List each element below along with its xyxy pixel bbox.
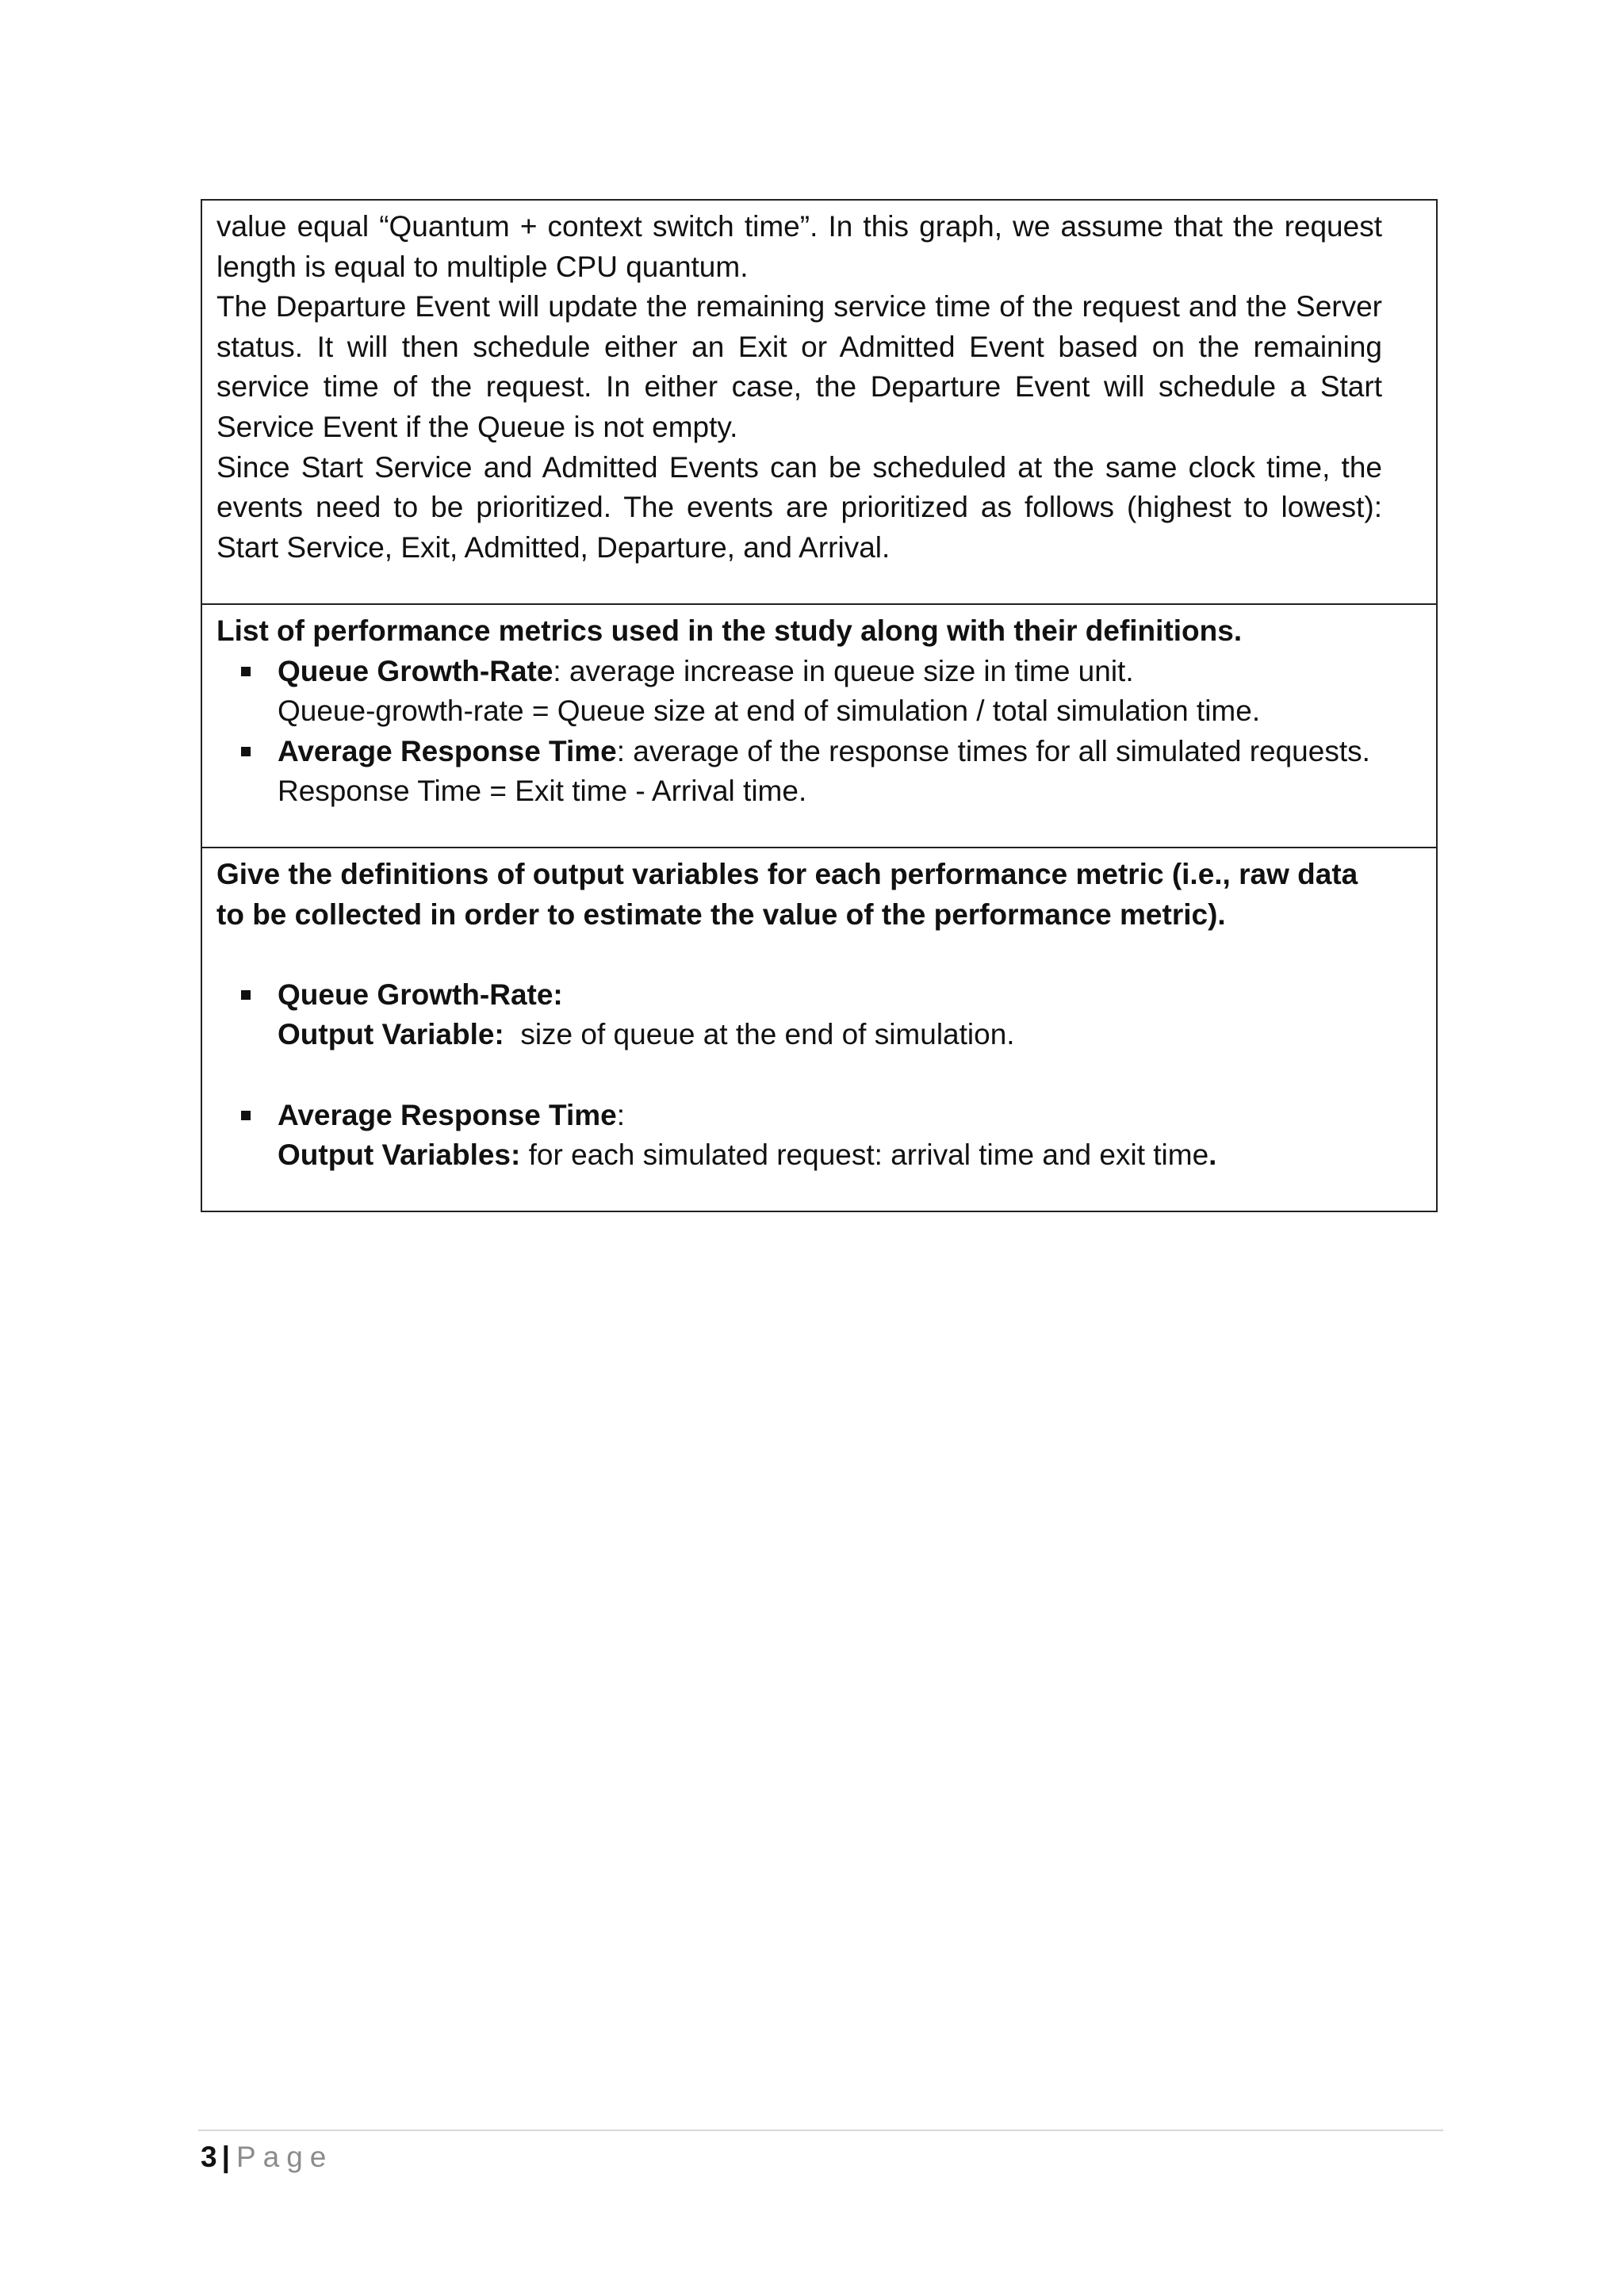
square-bullet-icon: [241, 1111, 251, 1120]
metric-description: : average increase in queue size in time unit.: [553, 654, 1134, 687]
metric-description: : average of the response times for all simulated requests.: [616, 734, 1370, 767]
output-variable-text: size of queue at the end of simulation.: [504, 1018, 1015, 1051]
paragraph: The Departure Event will update the remaining service time of the request and the Server status. It will then schedule either an Exit or Admitted Event based on the remaining service time of the request. In either case, the Departure Event will schedule a Start Service Event if the Queue is not empty.: [216, 290, 1382, 443]
page-footer: [201, 2137, 333, 2177]
table-cell-event-description: [202, 201, 1436, 605]
square-bullet-icon: [241, 747, 251, 756]
list-item: [216, 652, 1382, 732]
metric-term: Average Response Time: [278, 734, 617, 767]
square-bullet-icon: [241, 990, 251, 1000]
section-heading: Give the definitions of output variables for each performance metric (i.e., raw data to be collected in order to estimate the value of the performance metric).: [216, 858, 1358, 931]
content-table: [201, 199, 1438, 1212]
metric-term: Queue Growth-Rate:: [278, 978, 563, 1011]
metrics-list: [216, 652, 1382, 812]
output-variable-text: for each simulated request: arrival time and exit time: [520, 1138, 1209, 1172]
list-item: Average Response Time: Output Variables: for each simulated request: arrival time and exit time.: [216, 1096, 1382, 1176]
footer-divider: [198, 2130, 1443, 2131]
list-item: [216, 975, 1382, 1055]
table-cell-output-variables: [202, 848, 1436, 1211]
metric-term: Queue Growth-Rate: [278, 654, 553, 687]
paragraph: Since Start Service and Admitted Events can be scheduled at the same clock time, the events need to be prioritized. The events are prioritized as follows (highest to lowest): Start Service, Exit, Admitted, Departure, and Arrival.: [216, 450, 1382, 564]
list-item: [216, 732, 1382, 812]
page-label: Page: [236, 2141, 334, 2173]
metric-formula: Queue-growth-rate = Queue size at end of simulation / total simulation time.: [278, 695, 1261, 728]
footer-separator: |: [221, 2141, 230, 2173]
section-heading: List of performance metrics used in the study along with their definitions.: [216, 614, 1243, 647]
output-variable-label: Output Variable:: [278, 1018, 504, 1051]
page-number: 3: [201, 2141, 217, 2173]
output-variables-list: [216, 975, 1382, 1176]
metric-formula: Response Time = Exit time - Arrival time.: [278, 775, 807, 808]
output-variable-label: Output Variables:: [278, 1138, 521, 1172]
metric-term: Average Response Time: [278, 1098, 617, 1131]
paragraph: value equal “Quantum + context switch time”. In this graph, we assume that the request length is equal to multiple CPU quantum.: [216, 210, 1382, 283]
table-cell-performance-metrics: [202, 605, 1436, 848]
square-bullet-icon: [241, 667, 251, 676]
